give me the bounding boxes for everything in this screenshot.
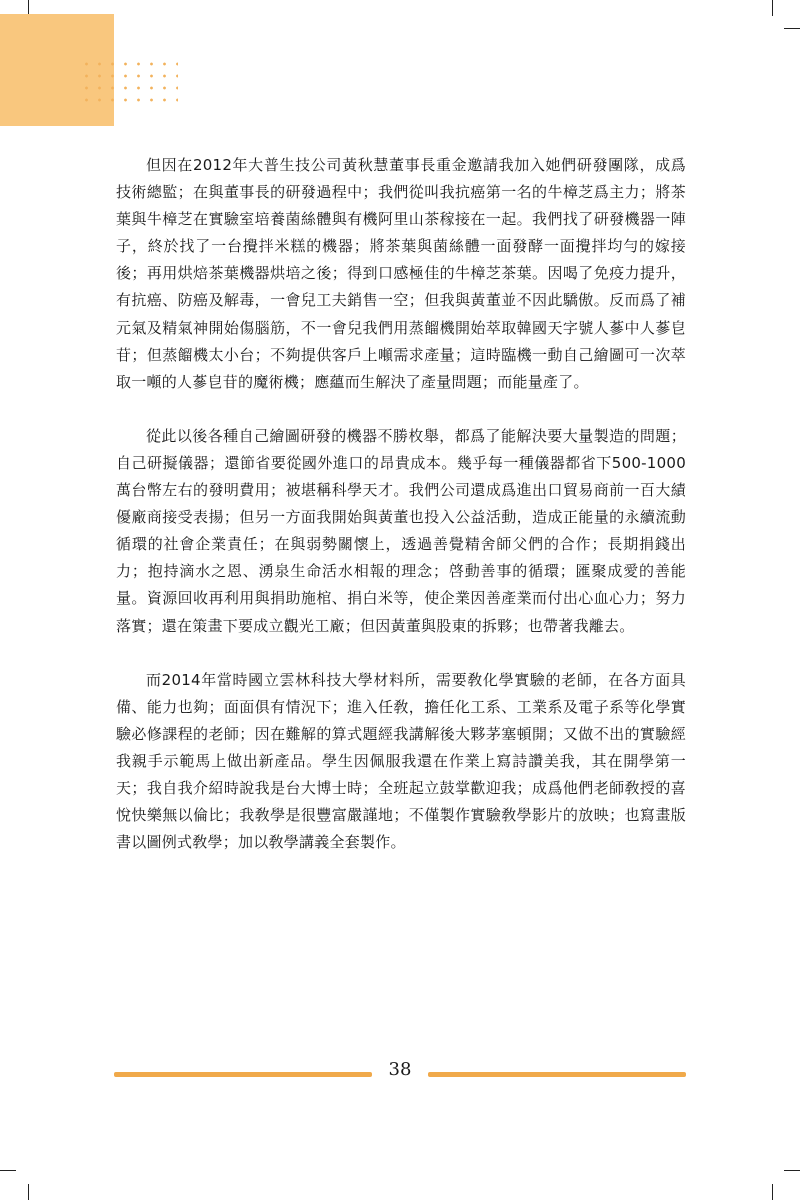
article-body xyxy=(116,152,686,883)
paragraph-1: 但因在2012年大普生技公司黃秋慧董事長重金邀請我加入她們研發團隊，成爲技術總監；在與董事長的研發過程中；我們從叫我抗癌第一名的牛樟芝爲主力；將茶葉與牛樟芝在實驗室培養菌絲體與有機阿里山茶稼接在一起。我們找了研發機器一陣子，終於找了一台攪拌米糕的機器；將茶葉與菌絲體一面發酵一面攪拌均勻的嫁接後；再用烘焙茶葉機器烘培之後；得到口感極佳的牛樟芝茶葉。因喝了免疫力提升，有抗癌、防癌及解毒，一會兒工夫銷售一空；但我與黃董並不因此驕傲。反而爲了補元氣及精氣神開始傷腦筋，不一會兒我們用蒸餾機開始萃取韓國天字號人蔘中人蔘皀苷；但蒸餾機太小台；不夠提供客戶上噸需求產量；這時臨機一動自己繪圖可一次萃取一噸的人蔘皀苷的魔術機；應蘊而生解決了產量問題；而能量產了。 xyxy=(116,156,686,391)
crop-mark-bottom-right-horizontal xyxy=(784,1170,800,1171)
paragraph-2: 從此以後各種自己繪圖研發的機器不勝枚舉，都爲了能解決要大量製造的問題；自己研擬儀器；還節省要從國外進口的昂貴成本。幾乎每一種儀器都省下500-1000萬台幣左右的發明費用；被堪稱科學天才。我們公司還成爲進出口貿易商前一百大績優廠商接受表揚；但另一方面我開始與黃董也投入公益活動，造成正能量的永續流動循環的社會企業責任；在與弱勢關懷上，透過善覺精舍師父們的合作；長期捐錢出力；抱持滴水之恩、湧泉生命活水相報的理念；啓動善事的循環；匯聚成愛的善能量。資源回收再利用與捐助施棺、捐白米等，使企業因善產業而付出心血心力；努力落實；還在策畫下要成立觀光工廠；但因黃董與股東的拆夥；也帶著我離去。 xyxy=(116,426,686,635)
footer-rule-left xyxy=(114,1072,372,1077)
crop-mark-top-right-vertical xyxy=(772,0,773,16)
crop-mark-bottom-left-horizontal xyxy=(0,1170,16,1171)
crop-mark-bottom-right-vertical xyxy=(772,1184,773,1200)
paragraph-3: 而2014年當時國立雲林科技大學材料所，需要敎化學實驗的老師，在各方面具備、能力也夠；面面俱有情況下；進入任敎，擔任化工系、工業系及電子系等化學實驗必修課程的老師；因在難解的算式題經我講解後大夥茅塞頓開；又做不出的實驗經我親手示範馬上做出新產品。學生因佩服我還在作業上寫詩讚美我，其在開學第一天；我自我介紹時說我是台大博士時；全班起立鼓掌歡迎我；成爲他們老師敎授的喜悅快樂無以倫比；我敎學是很豐富嚴謹地；不僅製作實驗敎學影片的放映；也寫畫版書以圖例式敎學；加以敎學講義全套製作。 xyxy=(116,670,686,852)
page-number: 38 xyxy=(388,1059,412,1080)
crop-mark-bottom-left-vertical xyxy=(28,1184,29,1200)
footer-rule-right xyxy=(428,1072,686,1077)
crop-mark-top-right-horizontal xyxy=(784,28,800,29)
decorative-dot-grid xyxy=(80,58,178,110)
